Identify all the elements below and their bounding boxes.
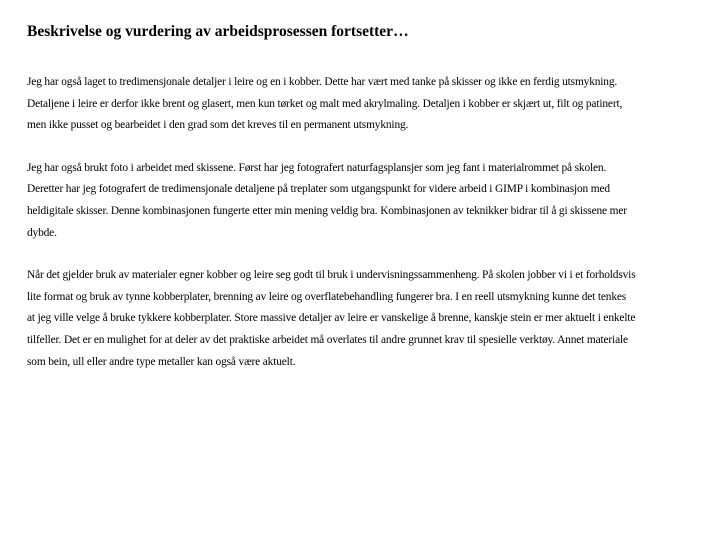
paragraph-line: Deretter har jeg fotografert de tredimensjonale detaljene på treplater som utgangspunkt for videre arbeid i GIMP i kombinasjon med [27, 183, 610, 196]
paragraph-line: dybde. [27, 226, 57, 239]
paragraph-line: Jeg har også laget to tredimensjonale detaljer i leire og en i kobber. Dette har vært med tanke på skisser og ikke en ferdig utsmykning. [27, 76, 618, 88]
paragraph-materials-details [27, 72, 703, 137]
paragraph-line: at jeg ville velge å bruke tykkere kobberplater. Store massive detaljer av leire er vanskelige å brenne, kanskje stein er mer aktuelt i enkelte [27, 312, 636, 325]
paragraph-photo-work [27, 158, 703, 244]
document-page [27, 20, 703, 394]
document-title: Beskrivelse og vurdering av arbeidsprosessen fortsetter… [27, 23, 409, 40]
paragraph-material-use [27, 265, 703, 373]
paragraph-line: heldigitale skisser. Denne kombinasjonen fungerte etter min mening veldig bra. Kombinasjonen av teknikker bidrar til å gi skissene mer [27, 204, 627, 217]
paragraph-line: men ikke pusset og bearbeidet i den grad som det kreves til en permanent utsmykning. [27, 119, 409, 132]
paragraph-line: Jeg har også brukt foto i arbeidet med skissene. Først har jeg fotografert naturfagsplansjer som jeg fant i materialrommet på skolen. [27, 161, 607, 174]
paragraph-line: Detaljene i leire er derfor ikke brent og glasert, men kun tørket og malt med akrylmaling. Detaljen i kobber er skjært ut, filt og patinert, [27, 97, 623, 110]
paragraph-line: lite format og bruk av tynne kobberplater, brenning av leire og overflatebehandling fungerer bra. I en reell utsmykning kunne det tenkes [27, 290, 627, 303]
paragraph-line: tilfeller. Det er en mulighet for at deler av det praktiske arbeidet må overlates til andre grunnet krav til spesielle verktøy. Annet materiale [27, 333, 628, 346]
paragraph-line: Når det gjelder bruk av materialer egner kobber og leire seg godt til bruk i undervisningssammenheng. På skolen jobber vi i et forholdsvis [27, 269, 636, 282]
paragraph-line: som bein, ull eller andre type metaller kan også være aktuelt. [27, 355, 296, 368]
